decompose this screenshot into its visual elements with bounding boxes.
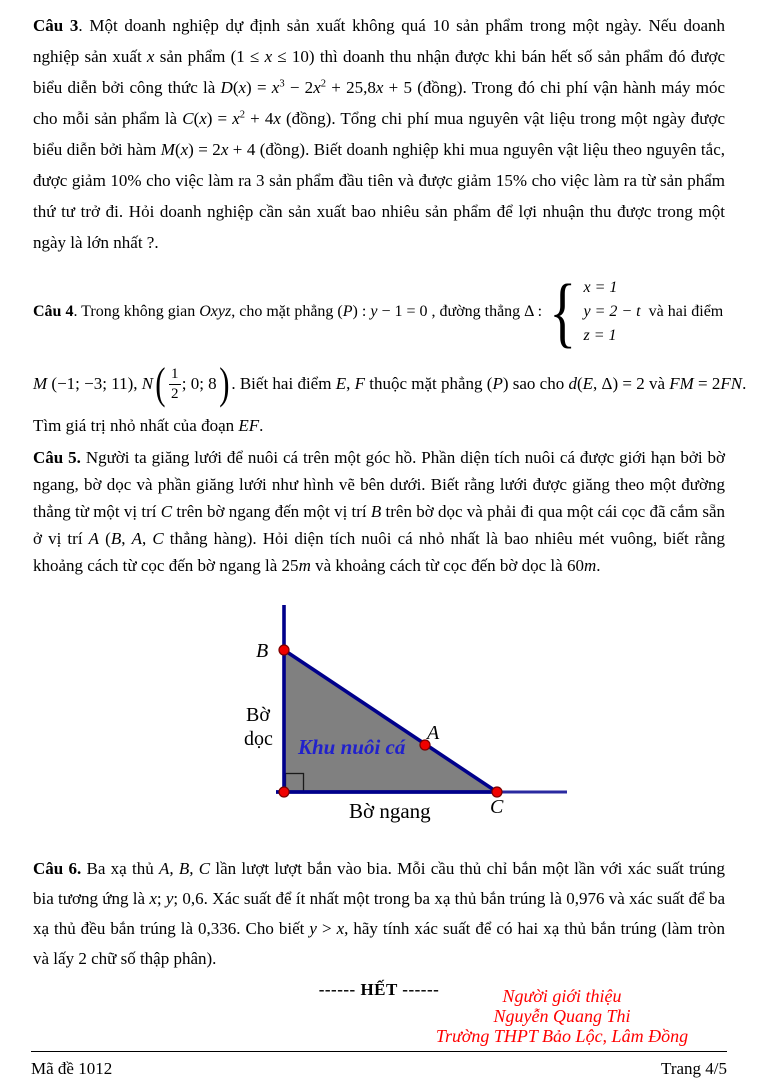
fraction-denominator: 2 (170, 385, 179, 402)
horizontal-shore-label: Bờ ngang (349, 799, 431, 823)
signature-name: Nguyễn Quang Thi (493, 1006, 631, 1026)
point-c-label: C (490, 796, 504, 818)
corner-origin-dot (279, 787, 289, 797)
signature-school: Trường THPT Bảo Lộc, Lâm Đồng (435, 1026, 689, 1046)
system-of-equations (544, 268, 641, 355)
point-b-label: B (256, 640, 269, 662)
question-4-after-system-text: và hai điểm (648, 303, 724, 320)
left-paren: ( (155, 359, 166, 408)
vertical-shore-label-line1: Bờ (246, 704, 270, 726)
fraction-one-half (169, 367, 181, 402)
question-4-block (33, 268, 747, 436)
point-b-dot (279, 645, 289, 655)
question-4-intro-text: Câu 4. Trong không gian Oxyz, cho mặt phẳng (P) : y − 1 = 0 , đường thẳng Δ : (33, 303, 543, 320)
point-a-label: A (427, 722, 440, 744)
page-number: Trang 4/5 (661, 1059, 727, 1078)
end-of-exam-marker: ------ HẾT ------ (318, 980, 440, 999)
exam-code: Mã đề 1012 (31, 1059, 113, 1078)
question-6-paragraph: Câu 6. Ba xạ thủ A, B, C lần lượt lượt bắn vào bia. Mỗi cầu thủ chỉ bắn một lần với xác suất trúng bia tương ứng là x; y; 0,6. Xác suất để ít nhất một trong ba xạ thủ bắn trúng là 0,976 và xác suất để ba xạ thủ đều bắn trúng là 0,336. Cho biết y > x, hãy tính xác suất để có hai xạ thủ bắn trúng (làm tròn và lấy 2 chữ số thập phân). (33, 859, 726, 968)
signature-title: Người giới thiệu (502, 986, 622, 1006)
geometry-diagram (33, 597, 725, 832)
page-footer (31, 1051, 727, 1079)
system-line-2: y = 2 − t (583, 303, 641, 320)
system-line-3: z = 1 (583, 327, 617, 344)
question-3-paragraph: Câu 3. Một doanh nghiệp dự định sản xuất không quá 10 sản phẩm trong một ngày. Nếu doanh nghiệp sản xuất x sản phẩm (1 ≤ x ≤ 10) thì doanh thu nhận được khi bán hết số sản phẩm đó được biểu diễn bởi công thức là $D(x) = x^3 - 2x^2 + 25,8x + 5$ (đồng). Trong đó chi phí vận hành máy móc cho mỗi sản phẩm là $C(x) = x^2 + 4x$ (đồng). Tổng chi phí mua nguyên vật liệu trong một ngày được biểu diễn bởi hàm M(x) = 2x + 4 (đồng). Biết doanh nghiệp khi mua nguyên vật liệu theo nguyên tắc, được giảm 10% cho việc làm ra 3 sản phẩm đầu tiên và được giảm 15% cho việc làm ra từ sản phẩm thứ tư trở đi. Hỏi doanh nghiệp cần sản xuất bao nhiêu sản phẩm để lợi nhuận thu được trong một ngày là lớn nhất ?. (33, 16, 726, 252)
system-line-1: x = 1 (583, 279, 618, 296)
question-4-intro-row (33, 268, 725, 356)
signature-block (368, 986, 756, 1046)
question-4-condition-text: . Biết hai điểm E, F thuộc mặt phẳng (P) sao cho d(E, Δ) = 2 và FM = 2FN. (231, 374, 747, 393)
question-4-points-row (33, 356, 747, 412)
points-mn-text: M (−1; −3; 11), N (33, 374, 154, 393)
right-paren: ) (218, 359, 230, 408)
left-brace: { (549, 268, 577, 355)
fraction-bar (169, 384, 181, 385)
points-n-rest-text: ; 0; 8 (181, 374, 217, 393)
question-5-paragraph: Câu 5. Người ta giăng lưới để nuôi cá trên một góc hồ. Phần diện tích nuôi cá được giới hạn bởi bờ ngang, bờ dọc và phần giăng lưới như hình vẽ bên dưới. Biết rằng lưới được giăng theo một đường thẳng từ một vị trí C trên bờ ngang đến một vị trí B trên bờ dọc và phải đi qua một cái cọc đã cắm sẵn ở vị trí A (B, A, C thẳng hàng). Hỏi diện tích nuôi cá nhỏ nhất là bao nhiêu mét vuông, biết rằng khoảng cách từ cọc đến bờ ngang là 25m và khoảng cách từ cọc đến bờ dọc là 60m. (33, 448, 726, 575)
system-lines (583, 276, 640, 348)
fraction-numerator: 1 (170, 365, 179, 382)
vertical-shore-label-line2: dọc (244, 728, 273, 750)
fish-area-label: Khu nuôi cá (298, 735, 406, 759)
question-4-final-row: Tìm giá trị nhỏ nhất của đoạn EF. (33, 416, 264, 435)
